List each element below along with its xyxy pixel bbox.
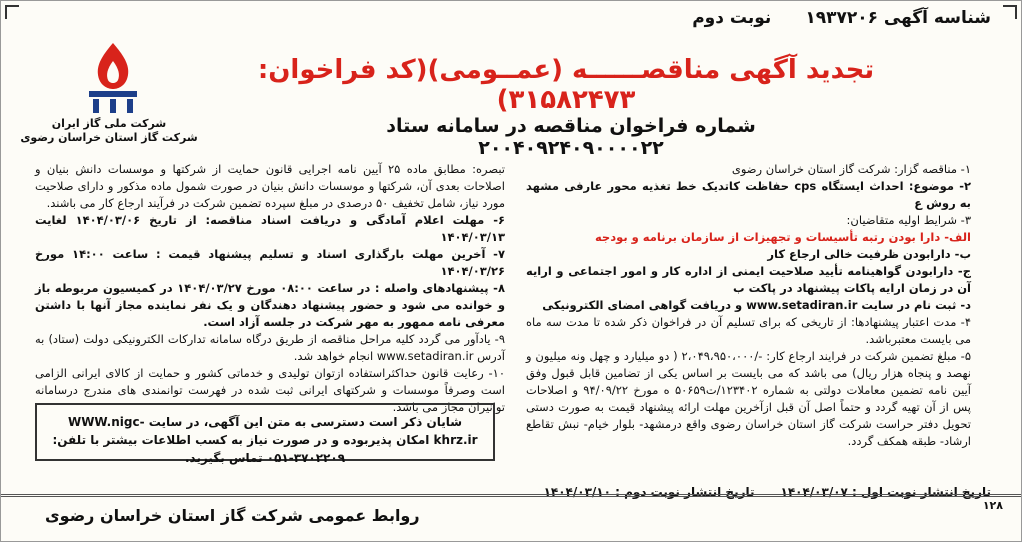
upload-deadline: ۷- آخرین مهلت بارگذاری اسناد و تسلیم پیشنهاد قیمت : ساعت ۱۴:۰۰ مورخ ۱۴۰۴/۰۳/۲۶ — [35, 247, 505, 278]
conditions-heading: ۳- شرایط اولیه متقاضیان: — [846, 213, 971, 227]
left-column — [35, 161, 505, 416]
domestic-production-note: ۱۰- رعایت قانون حداکثراستفاده ازتوان تولیدی و خدماتی کشور و حمایت از کالای ایرانی الزامی است وصرفاً موسسات و شرکتهای ایرانی ثبت شده در فهرست توانمندی های مندرج درسامانه توانیران مجاز می باشد. — [35, 366, 505, 414]
notice-header — [561, 5, 991, 31]
knowledge-based-note: تبصره: مطابق ماده ۲۵ آیین نامه اجرایی قانون حمایت از شرکتها و موسسات دانش بنیان و اصلاحات بعدی آن، شرکتها و موسسات دانش بنیان در صورت شمول ماده مذکور و دارای صلاحیت مورد نیاز، شامل تخفیف ۵۰ درصدی در مبلغ سپرده تضمین شرکت در فرآیند ارجاع کار می باشند. — [35, 162, 505, 210]
second-publication-date: تاریخ انتشار نوبت دوم : ۱۴۰۴/۰۳/۱۰ — [543, 485, 755, 499]
notice-id: شناسه آگهی ۱۹۳۷۲۰۶ — [805, 8, 991, 28]
notice-subtitle: شماره فراخوان مناقصه در سامانه ستاد ۲۰۰۴۰۹۲۴۰۹۰۰۰۰۲۲ — [386, 115, 756, 159]
notice-title: تجدید آگهی مناقصــــــه (عمــومی)(کد فراخوان: ۳۱۵۸۲۴۷۳) — [257, 55, 875, 115]
readiness-deadline: ۶- مهلت اعلام آمادگی و دریافت اسناد مناقصه: از تاریخ ۱۴۰۴/۰۳/۰۶ لغایت ۱۴۰۴/۰۳/۱۳ — [35, 213, 505, 244]
tender-organizer: ۱- مناقصه گزار: شرکت گاز استان خراسان رضوی — [731, 162, 971, 176]
logo-company-name: شرکت ملی گاز ایران — [51, 117, 167, 130]
condition-a: الف- دارا بودن رتبه تأسیسات و تجهیزات از سازمان برنامه و بودجه — [594, 230, 971, 244]
corner-top-left — [5, 5, 19, 19]
corner-top-right — [1003, 5, 1017, 19]
opening-session: ۸- پیشنهادهای واصله : در ساعت ۰۸:۰۰ مورخ ۱۴۰۴/۰۳/۲۷ در کمیسیون مربوطه باز و خوانده می شود و حضور پیشنهاد دهندگان و یک نفر نماینده مجاز آنها با داشتن معرفی نامه ممهور به مهر شرکت در جلسه آزاد است. — [35, 281, 505, 329]
tender-subject: ۲- موضوع: احداث ایستگاه cps حفاظت کاتدیک خط تغذیه محور عارفی مشهد به روش ع — [526, 179, 972, 210]
footer-public-relations: روابط عمومی شرکت گاز استان خراسان رضوی — [45, 506, 420, 525]
first-publication-date: تاریخ انتشار نوبت اول : ۱۴۰۴/۰۳/۰۷ — [780, 485, 991, 499]
footer — [1, 494, 1021, 535]
setad-reminder: ۹- یادآور می گردد کلیه مراحل مناقصه از طریق درگاه سامانه تدارکات الکترونیکی دولت (ستاد) به آدرس www.setadiran.ir انجام خواهد شد. — [35, 332, 505, 363]
contact-box: شایان ذکر است دسترسی به متن این آگهی، در سایت WWW.nigc-khrz.ir امکان پذیربوده و در صورت نیاز به کسب اطلاعات بیشتر با تلفن: ۳۷۰۲۲۰۹-۰۵۱ تماس بگیرید. — [35, 403, 495, 461]
condition-b: ب- دارابودن ظرفیت خالی ارجاع کار — [767, 247, 971, 261]
logo-province-company: شرکت گاز استان خراسان رضوی — [20, 131, 198, 144]
condition-c: ج- دارابودن گواهینامه تأیید صلاحیت ایمنی از اداره کار و امور اجتماعی و ارایه آن در زمان ارایه پاکات پیشنهاد در پاکت ب — [526, 264, 971, 295]
right-column — [526, 161, 971, 450]
condition-d: د- ثبت نام در سایت www.setadiran.ir و دریافت گواهی امضای الکترونیکی — [542, 298, 971, 312]
notice-round: نوبت دوم — [692, 8, 772, 28]
page-number: ۱۲۸ — [982, 499, 1003, 512]
logo-caption — [19, 117, 199, 145]
proposal-validity: ۴- مدت اعتبار پیشنهادها: از تاریخی که برای تسلیم آن در فراخوان ذکر شده تا مدت سه ماه می بایست معتبرباشد. — [526, 315, 971, 346]
guarantee-amount: ۵- مبلغ تضمین شرکت در فرایند ارجاع کار: -/۲،۰۴۹،۹۵۰،۰۰۰ ( دو میلیارد و چهل ونه میلیون و نهصد و پنجاه هزار ریال) می باشد که می بایست بر اساس یکی از تضامین قابل قبول وفق آیین نامه تضمین معاملات دولتی به شماره ۱۲۳۴۰۲/ت۵۰۶۵۹ ه مورخ ۹۴/۰۹/۲۲ و اصلاحات پس از آن تهیه گردد و حتماً اصل آن قبل ازآخرین مهلت ارائه پیشنهاد قیمت به صورت دستی تحویل دفتر حراست شرکت گاز استان خراسان رضوی واقع درمشهد- بلوار خیام- نبش تقاطع ارشاد- طبقه همکف گردد. — [526, 349, 971, 448]
